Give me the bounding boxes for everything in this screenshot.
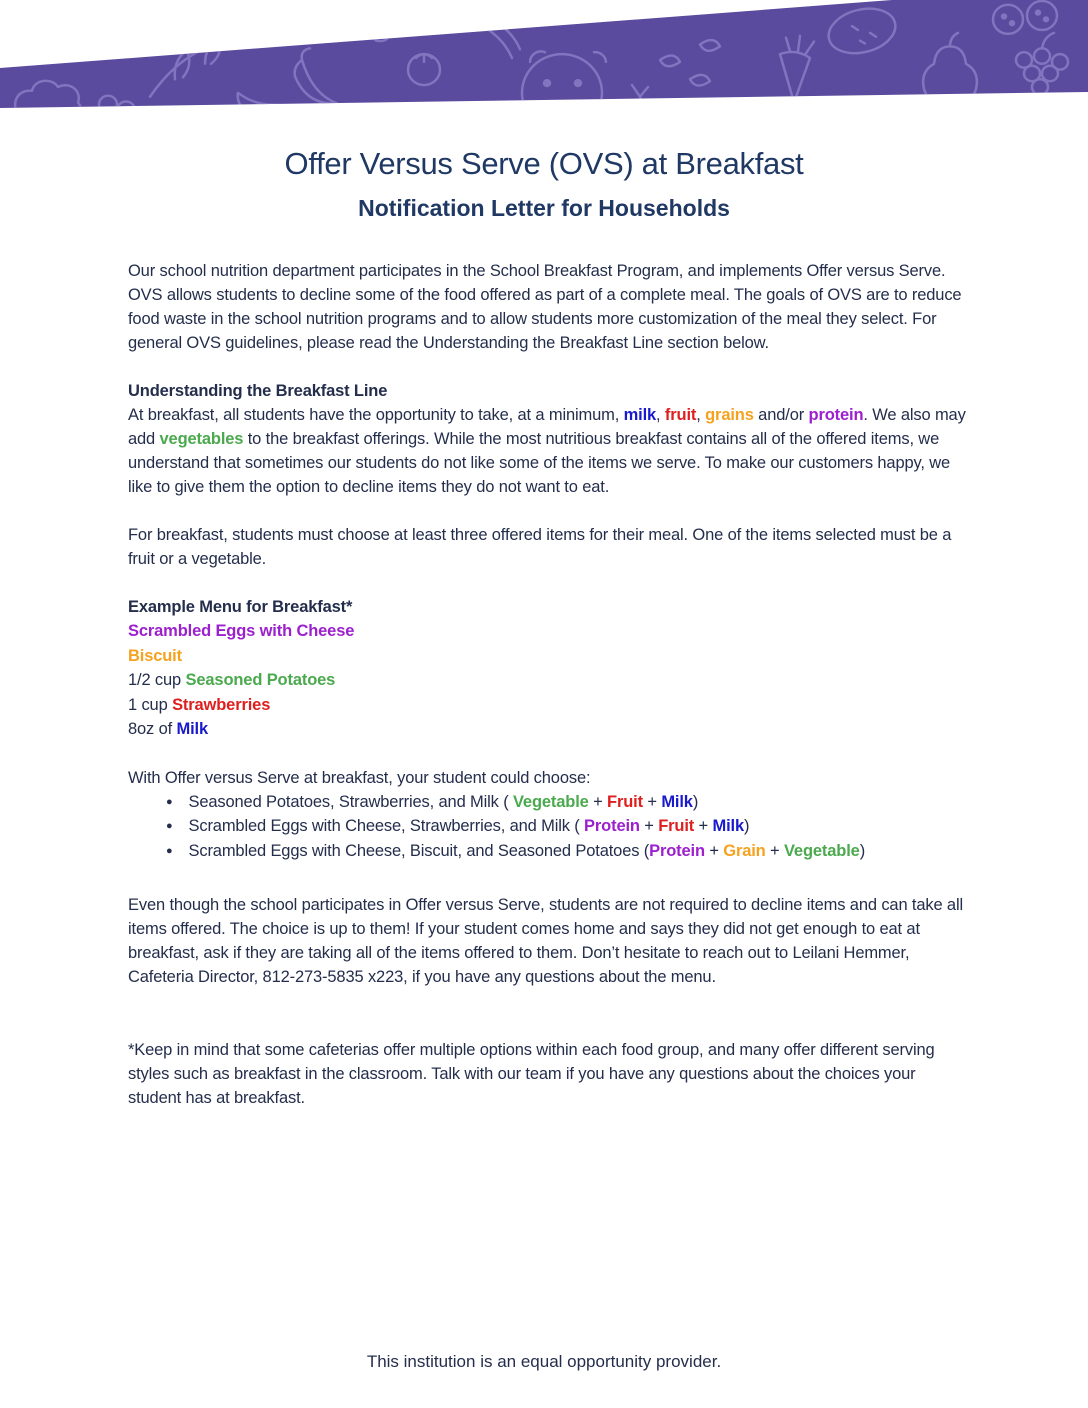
text-segment: and/or [753, 406, 809, 424]
keep-in-mind-paragraph [128, 1038, 966, 1110]
text-segment: For breakfast, students must choose at least three offered items for their meal. One of the items selected must be a fruit or a vegetable. [128, 526, 952, 568]
text-segment: Milk [176, 720, 208, 738]
text-segment: At breakfast, all students have the opportunity to take, at a minimum, [128, 406, 624, 424]
bullet-icon: ● [166, 795, 173, 808]
text-segment: + [642, 792, 662, 811]
text-segment: Fruit [658, 817, 695, 835]
bullet-icon: ● [166, 820, 173, 832]
text-segment: milk [623, 406, 657, 424]
text-segment: Milk [661, 792, 693, 811]
text-segment: + [639, 817, 659, 835]
text-segment: Strawberries [172, 695, 271, 714]
text-segment: ) [859, 841, 866, 860]
header-banner [0, 0, 1088, 116]
letter-body [128, 259, 966, 1110]
text-segment: 8oz of [128, 720, 177, 738]
text-segment: Protein [584, 817, 640, 835]
text-segment: *Keep in mind that some cafeterias offer multiple options within each food group, and many offer different serving styles such as breakfast in the classroom. Talk with our team if you have any questions about the choices your student has at breakfast. [128, 1041, 935, 1107]
ovs-choose-intro: With Offer versus Serve at breakfast, your student could choose: [128, 768, 591, 787]
text-segment: Biscuit [128, 646, 182, 665]
food-doodles-pattern [0, 0, 1088, 116]
menu-line-scrambled-eggs [128, 619, 966, 644]
text-segment: . We also may add [128, 406, 966, 448]
text-segment: , [696, 406, 706, 424]
choose-paragraph [128, 523, 966, 571]
even-though-paragraph [128, 893, 966, 989]
example-menu-heading: Example Menu for Breakfast* [128, 598, 353, 616]
text-segment: grains [705, 406, 754, 424]
choice-item [166, 790, 966, 815]
bullet-icon: ● [166, 844, 173, 857]
text-segment: Milk [712, 817, 744, 835]
text-segment: vegetables [159, 430, 244, 448]
page-subtitle: Notification Letter for Households [358, 195, 730, 221]
menu-line-seasoned-potatoes [128, 668, 966, 693]
text-segment: to the breakfast offerings. While the most nutritious breakfast contains all of the offered items, we understand that sometimes our students do not like some of the items we serve. To make our customers happy, we like to give them the option to decline items they do not want to eat. [128, 430, 951, 496]
text-segment: Grain [723, 841, 766, 860]
text-segment: Fruit [607, 792, 643, 811]
text-segment: + [588, 792, 608, 811]
footer-note: This institution is an equal opportunity provider. [366, 1352, 722, 1371]
text-segment: + [704, 841, 724, 860]
text-segment: Vegetable [783, 841, 860, 860]
choice-item-text [189, 839, 866, 864]
page-title: Offer Versus Serve (OVS) at Breakfast [284, 146, 804, 181]
text-segment: Even though the school participates in Offer versus Serve, students are not required to decline items and can take all items offered. The choice is up to them! If your student comes home and says they did not get enough to eat at breakfast, ask if they are taking all of the items offered to them. Don’t hesitate to reach out to Leilani Hemmer, Cafeteria Director, 812-273-5835 x223, if you have any questions about the menu. [128, 896, 963, 986]
menu-line-strawberries [128, 693, 966, 718]
menu-line-biscuit [128, 644, 966, 669]
text-segment: Seasoned Potatoes [185, 671, 336, 689]
choice-item [166, 839, 966, 864]
text-segment: Protein [649, 841, 705, 860]
text-segment: Seasoned Potatoes, Strawberries, and Milk ( [188, 792, 513, 811]
text-segment: , [656, 406, 665, 424]
text-segment: Scrambled Eggs with Cheese, Biscuit, and Seasoned Potatoes ( [188, 841, 650, 860]
menu-line-milk [128, 717, 966, 742]
understanding-heading: Understanding the Breakfast Line [128, 382, 388, 400]
text-segment: ) [692, 792, 699, 811]
intro-paragraph [128, 259, 966, 355]
text-segment: protein [808, 406, 864, 424]
text-segment: + [765, 841, 784, 860]
text-segment: Scrambled Eggs with Cheese, Strawberries, and Milk ( [188, 817, 585, 835]
choice-list [128, 790, 966, 864]
choice-item-text [189, 790, 699, 815]
text-segment: ) [743, 817, 750, 835]
text-segment: Vegetable [512, 792, 589, 811]
choice-item [166, 814, 966, 839]
text-segment: Scrambled Eggs with Cheese [128, 622, 355, 640]
understanding-paragraph [128, 403, 966, 499]
text-segment: + [694, 817, 713, 835]
text-segment: fruit [664, 406, 697, 424]
text-segment: 1/2 cup [128, 671, 186, 689]
choice-item-text [189, 814, 750, 839]
text-segment: 1 cup [128, 695, 173, 714]
text-segment: Our school nutrition department participates in the School Breakfast Program, and implements Offer versus Serve. OVS allows students to decline some of the food offered as part of a complete meal. The goals of OVS are to reduce food waste in the school nutrition programs and to allow students more customization of the meal they select. For general OVS guidelines, please read the Understanding the Breakfast Line section below. [128, 262, 962, 352]
